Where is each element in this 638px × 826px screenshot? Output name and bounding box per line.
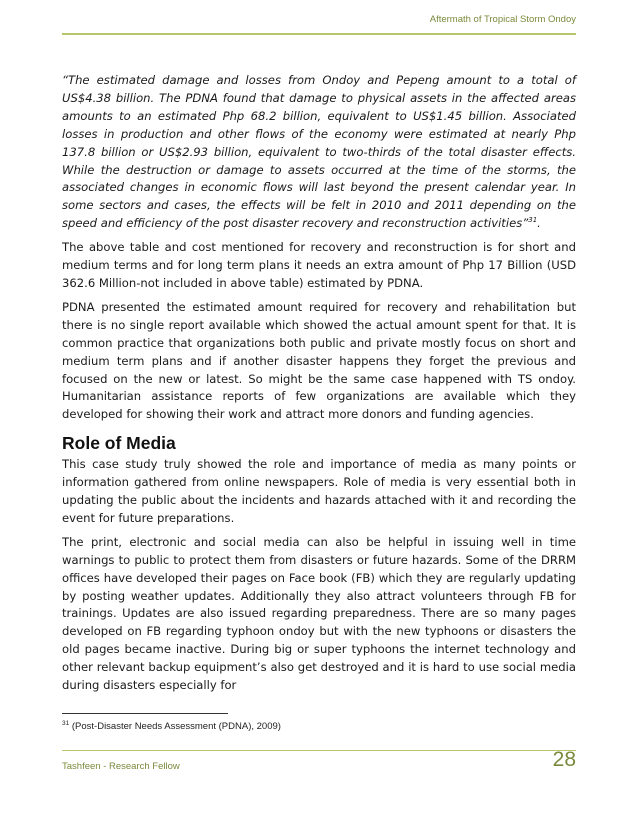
quote-paragraph — [62, 72, 576, 233]
quote-end: . — [537, 216, 541, 231]
quote-footnote-ref[interactable]: 31 — [528, 216, 538, 225]
footer-rule — [62, 750, 576, 751]
running-header: Aftermath of Tropical Storm Ondoy — [429, 14, 576, 25]
footnote-text: (Post-Disaster Needs Assessment (PDNA), 2009) — [71, 721, 281, 732]
footer-author: Tashfeen - Research Fellow — [62, 761, 180, 772]
paragraph-2: PDNA presented the estimated amount required for recovery and rehabilitation but there is no single report available which showed the actual amount spent for that. It is common practice that organizations both public and private mostly focus on short and medium term plans and if another disaster happens they forget the previous and focused on the new or latest. So might be the same case happened with TS ondoy. Humanitarian assistance reports of few organizations are available which they developed for showing their work and attract more donors and funding agencies. — [62, 299, 576, 422]
footnote-rule — [62, 713, 228, 714]
page-body — [62, 72, 576, 701]
paragraph-3: This case study truly showed the role and importance of media as many points or information gathered from online newspapers. Role of media is very essential both in updating the public about the incidents and hazards attached with it and recording the event for future preparations. — [62, 457, 576, 525]
quote-text: “The estimated damage and losses from Ondoy and Pepeng amount to a total of US$4.38 billion. The PDNA found that damage to physical assets in the affected areas amounts to an estimated Php 68.2 billion, equivalent to US$1.45 billion. Associated losses in production and other flows of the economy were estimated at nearly Php 137.8 billion or US$2.93 billion, equivalent to two-thirds of the total disaster effects. While the destruction or damage to assets occurred at the time of the storms, the associated changes in economic flows will last beyond the present calendar year. In some sectors and cases, the effects will be felt in 2010 and 2011 depending on the speed and efficiency of the post disaster recovery and reconstruction activities” — [62, 73, 576, 231]
paragraph-1: The above table and cost mentioned for recovery and reconstruction is for short and medium terms and for long term plans it needs an extra amount of Php 17 Billion (USD 362.6 Million-not included in above table) estimated by PDNA. — [62, 240, 576, 290]
footnote-number: 31 — [62, 719, 70, 727]
section-heading: Role of Media — [62, 433, 176, 454]
paragraph-4: The print, electronic and social media can also be helpful in issuing well in time warnings to public to protect them from disasters or future hazards. Some of the DRRM offices have developed their pages on Face book (FB) which they are regularly updating by posting weather updates. Additionally they also attract volunteers through FB for trainings. Updates are also issued regarding preparedness. There are so many pages developed on FB regarding typhoon ondoy but with the new typhoons or disasters the old pages became inactive. During big or super typhoons the internet technology and other relevant backup equipment’s also get destroyed and it is hard to use social media during disasters especially for — [62, 534, 576, 693]
footnote — [62, 721, 281, 732]
page-number: 28 — [552, 748, 576, 771]
header-rule — [62, 33, 576, 35]
